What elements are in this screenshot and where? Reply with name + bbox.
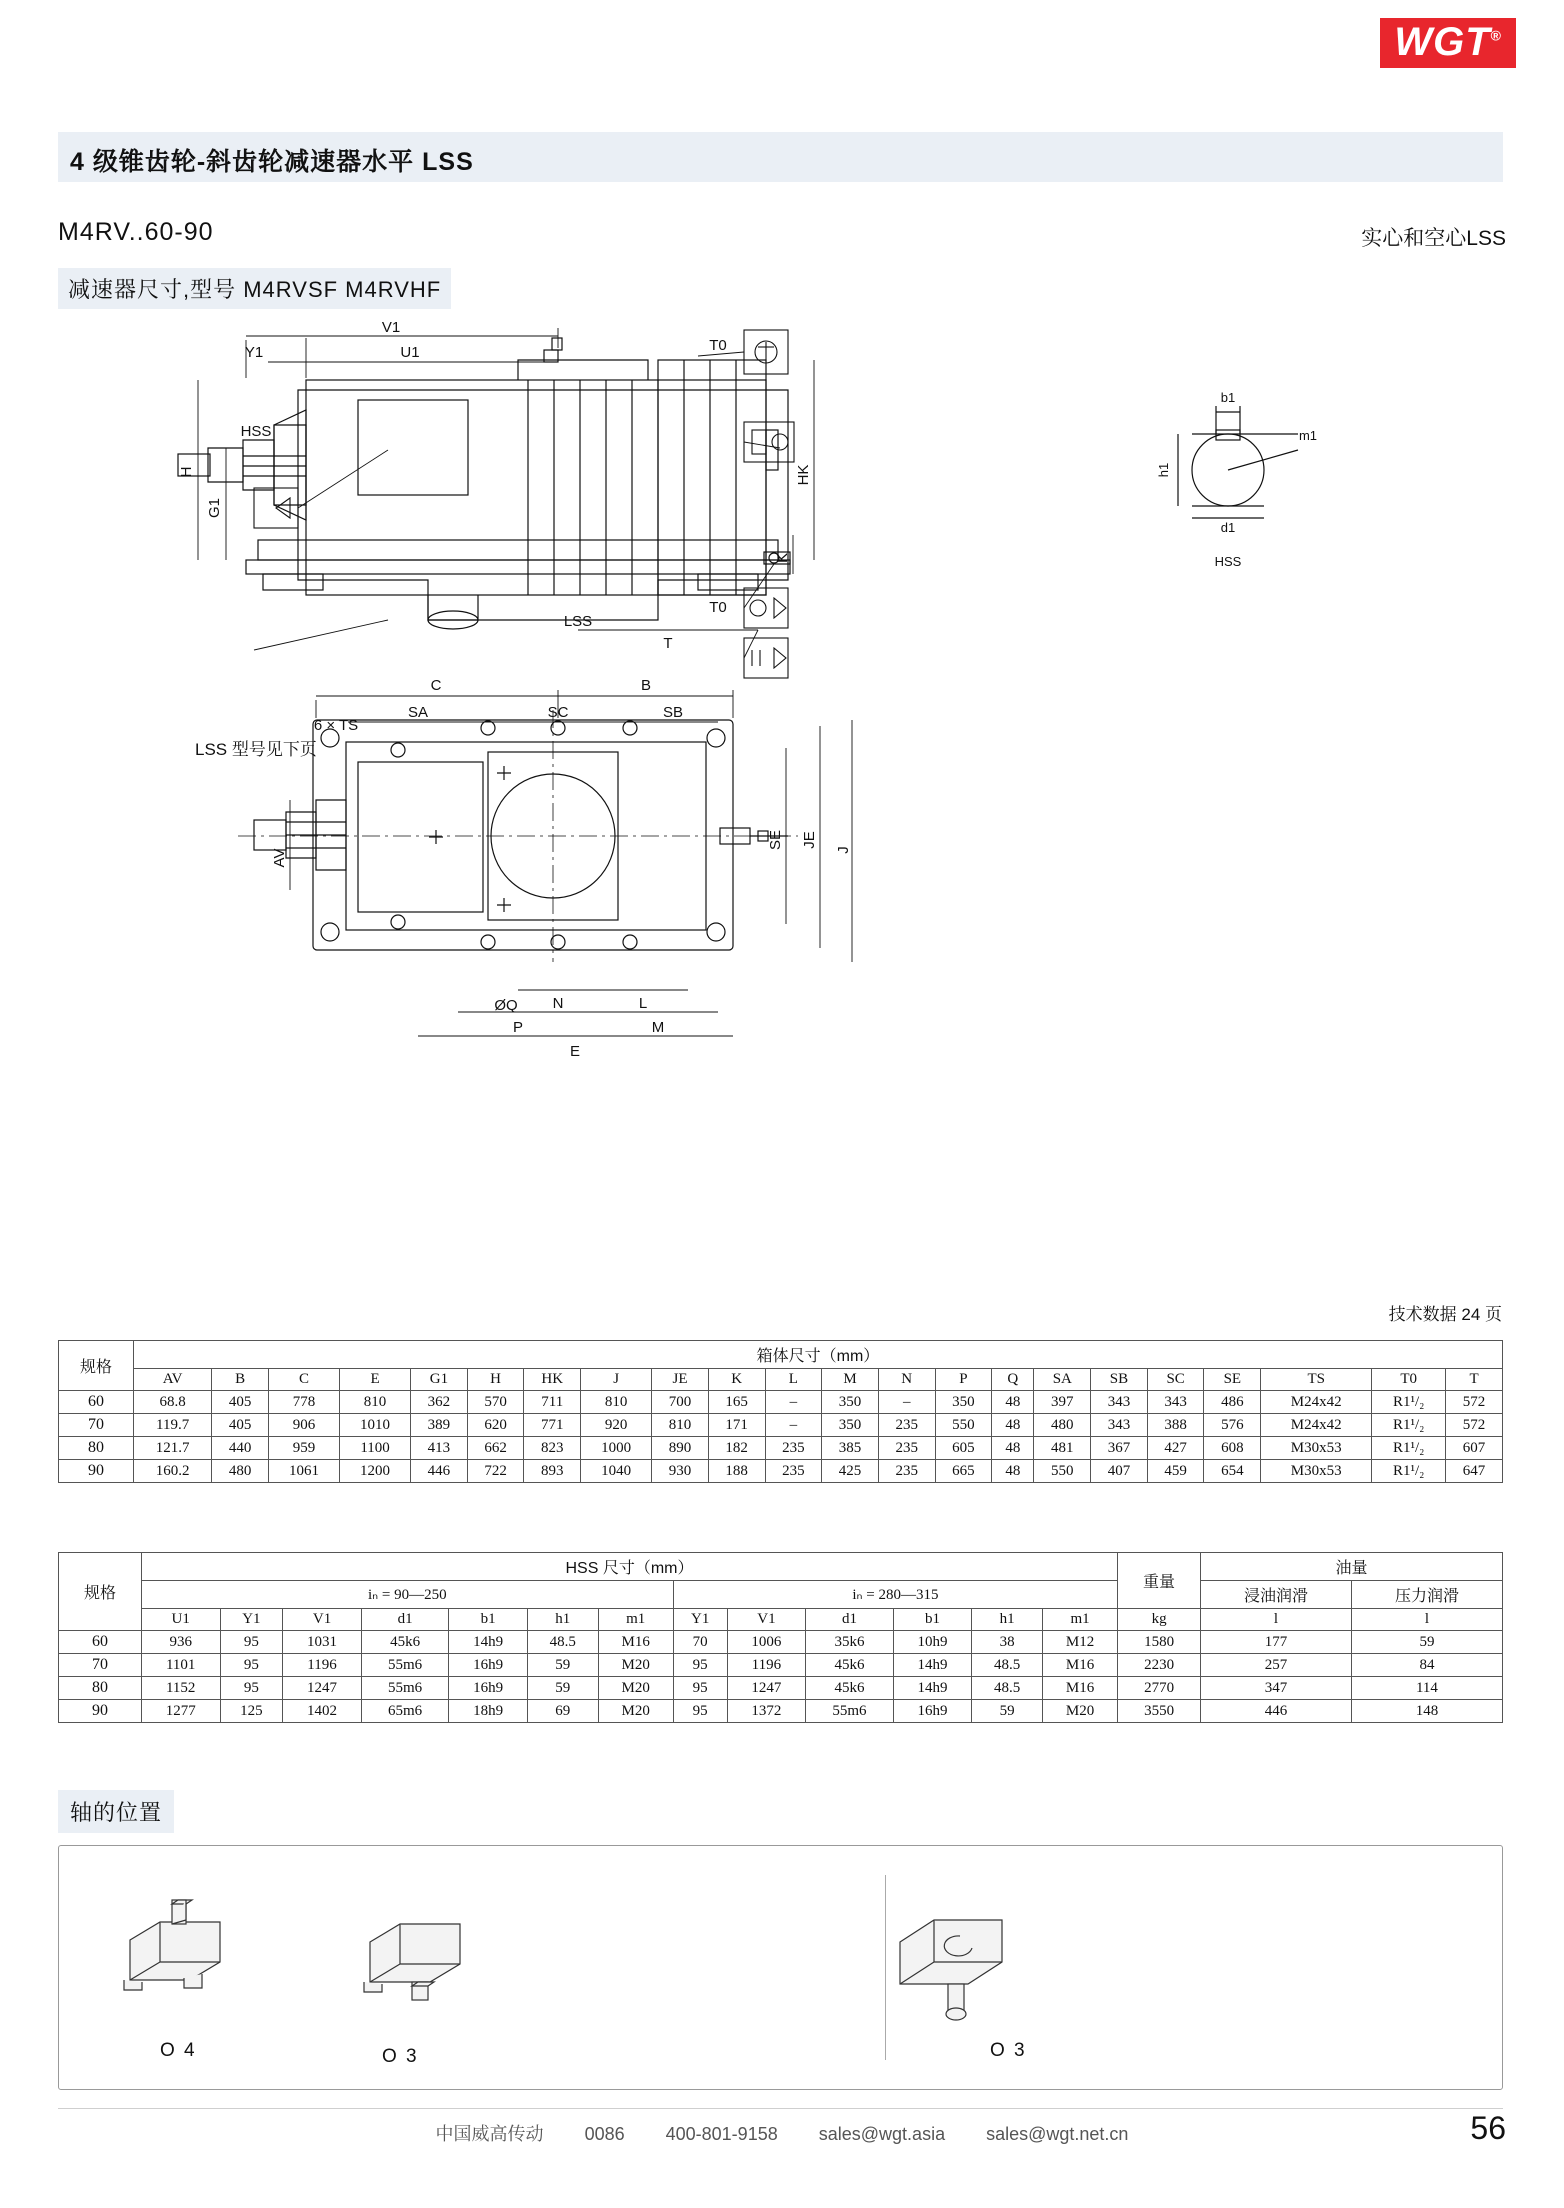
svg-text:G1: G1: [206, 497, 223, 519]
cell: 427: [1147, 1437, 1204, 1460]
cell: 48.5: [972, 1677, 1043, 1700]
cell: 48: [992, 1414, 1034, 1437]
cell: M16: [598, 1631, 673, 1654]
cell: 572: [1446, 1391, 1503, 1414]
technical-data-note: 技术数据 24 页: [1388, 1305, 1502, 1324]
housing-col-l: L: [765, 1369, 822, 1391]
cell: 607: [1446, 1437, 1503, 1460]
cell: 16h9: [449, 1677, 528, 1700]
cell: 1006: [727, 1631, 806, 1654]
table-row: [59, 1677, 1503, 1700]
cell: M16: [1043, 1654, 1118, 1677]
cell: 572: [1446, 1414, 1503, 1437]
cell: 95: [220, 1677, 283, 1700]
cell: 959: [268, 1437, 339, 1460]
housing-col-k: K: [708, 1369, 765, 1391]
cell: 59: [972, 1700, 1043, 1723]
cell: 188: [708, 1460, 765, 1483]
cell: M30x53: [1261, 1460, 1372, 1483]
cell: 125: [220, 1700, 283, 1723]
cell: 1040: [581, 1460, 652, 1483]
cell: 771: [524, 1414, 581, 1437]
hss-size-90: 90: [59, 1700, 142, 1723]
cell: M20: [598, 1677, 673, 1700]
cell: 95: [673, 1700, 727, 1723]
oil-title: 油量: [1201, 1553, 1503, 1581]
cell: 936: [141, 1631, 220, 1654]
cell: 45k6: [361, 1631, 449, 1654]
cell: 68.8: [133, 1391, 211, 1414]
svg-text:SC: SC: [547, 704, 569, 721]
cell-oil-pressure: 59: [1351, 1631, 1502, 1654]
cell: 890: [652, 1437, 709, 1460]
svg-text:6 × TS: 6 × TS: [313, 717, 359, 734]
model-subtitle: 减速器尺寸,型号 M4RVSF M4RVHF: [58, 268, 451, 309]
cell: M16: [1043, 1677, 1118, 1700]
cell: 1402: [283, 1700, 362, 1723]
table-row: [59, 1391, 1503, 1414]
housing-col-ts: TS: [1261, 1369, 1372, 1391]
hss-col-u1: U1: [141, 1609, 220, 1631]
cell: M30x53: [1261, 1437, 1372, 1460]
cell: 930: [652, 1460, 709, 1483]
footer: [0, 2120, 1564, 2146]
housing-col-hk: HK: [524, 1369, 581, 1391]
housing-dimensions-table: [58, 1340, 1503, 1483]
cell: 362: [411, 1391, 468, 1414]
cell: 235: [765, 1460, 822, 1483]
svg-text:h1: h1: [1156, 462, 1171, 478]
housing-group-title: 箱体尺寸（mm）: [133, 1341, 1502, 1369]
svg-text:H: H: [178, 466, 195, 478]
svg-text:L: L: [638, 995, 648, 1012]
hss2-col-y1: Y1: [673, 1609, 727, 1631]
cell: 1247: [283, 1677, 362, 1700]
cell-oil-pressure: 148: [1351, 1700, 1502, 1723]
svg-text:ØQ: ØQ: [494, 997, 518, 1014]
hss-size-80: 80: [59, 1677, 142, 1700]
model-code: M4RV..60-90: [58, 218, 214, 246]
cell: M24x42: [1261, 1391, 1372, 1414]
hss-dimensions-table: [58, 1552, 1503, 1723]
cell: R1¹/₂: [1372, 1437, 1446, 1460]
cell-weight: 2770: [1118, 1677, 1201, 1700]
cell: 18h9: [449, 1700, 528, 1723]
svg-text:T: T: [663, 635, 673, 652]
svg-text:HK: HK: [795, 464, 812, 486]
cell: 823: [524, 1437, 581, 1460]
cell: 700: [652, 1391, 709, 1414]
cell: 405: [212, 1414, 269, 1437]
technical-drawing: [58, 319, 1503, 1270]
cell: 95: [673, 1654, 727, 1677]
cell: 48: [992, 1391, 1034, 1414]
svg-text:B: B: [640, 677, 652, 694]
oil-unit-2: l: [1351, 1609, 1502, 1631]
cell: 810: [340, 1391, 411, 1414]
svg-text:P: P: [512, 1019, 524, 1036]
svg-text:HSS: HSS: [240, 423, 272, 440]
housing-col-m: M: [822, 1369, 879, 1391]
svg-text:J: J: [835, 846, 852, 854]
housing-size-80: 80: [59, 1437, 134, 1460]
cell: 1152: [141, 1677, 220, 1700]
svg-text:LSS: LSS: [563, 613, 593, 630]
cell: M20: [1043, 1700, 1118, 1723]
trademark-symbol: ®: [1490, 27, 1502, 44]
svg-text:K: K: [774, 552, 791, 564]
cell: 95: [220, 1654, 283, 1677]
housing-col-q: Q: [992, 1369, 1034, 1391]
cell: 343: [1147, 1391, 1204, 1414]
footer-company: 中国威高传动: [435, 2124, 544, 2144]
housing-column-header-row: [59, 1369, 1503, 1391]
cell: 95: [220, 1631, 283, 1654]
cell: 480: [212, 1460, 269, 1483]
svg-text:b1: b1: [1220, 390, 1236, 405]
cell: 38: [972, 1631, 1043, 1654]
cell: 550: [1034, 1460, 1091, 1483]
cell: 121.7: [133, 1437, 211, 1460]
cell: 119.7: [133, 1414, 211, 1437]
oil-sub-pressure: 压力润滑: [1351, 1581, 1502, 1609]
shaft-code-3: O 3: [990, 2040, 1027, 2061]
cell: 55m6: [361, 1654, 449, 1677]
cell: 480: [1034, 1414, 1091, 1437]
cell: 570: [467, 1391, 524, 1414]
cell-oil-bath: 347: [1201, 1677, 1352, 1700]
hss2-col-v1: V1: [727, 1609, 806, 1631]
housing-col-b: B: [212, 1369, 269, 1391]
svg-text:m1: m1: [1298, 428, 1318, 443]
svg-text:N: N: [552, 995, 564, 1012]
cell: –: [765, 1391, 822, 1414]
svg-text:SE: SE: [767, 829, 784, 851]
housing-col-p: P: [935, 1369, 992, 1391]
cell: 665: [935, 1460, 992, 1483]
housing-size-90: 90: [59, 1460, 134, 1483]
footer-phone-prefix: 0086: [584, 2124, 625, 2144]
cell: R1¹/₂: [1372, 1391, 1446, 1414]
cell: 343: [1091, 1414, 1148, 1437]
cell-oil-bath: 257: [1201, 1654, 1352, 1677]
cell: 810: [581, 1391, 652, 1414]
cell: 608: [1204, 1437, 1261, 1460]
svg-text:d1: d1: [1220, 520, 1236, 535]
cell: 647: [1446, 1460, 1503, 1483]
brand-logo: [1380, 18, 1516, 68]
housing-col-t: T: [1446, 1369, 1503, 1391]
cell: 95: [673, 1677, 727, 1700]
cell: 235: [765, 1437, 822, 1460]
lss-note: LSS 型号见下页: [195, 740, 317, 759]
cell: 385: [822, 1437, 879, 1460]
cell: 367: [1091, 1437, 1148, 1460]
hss-col-m1: m1: [598, 1609, 673, 1631]
cell: 440: [212, 1437, 269, 1460]
table-row: [59, 1700, 1503, 1723]
svg-text:M: M: [651, 1019, 665, 1036]
svg-text:SA: SA: [407, 704, 429, 721]
shaft-code-2: O 3: [382, 2046, 419, 2067]
cell: 407: [1091, 1460, 1148, 1483]
cell: 810: [652, 1414, 709, 1437]
svg-text:E: E: [569, 1043, 581, 1060]
cell: 235: [878, 1437, 935, 1460]
housing-col-je: JE: [652, 1369, 709, 1391]
cell: 446: [411, 1460, 468, 1483]
section-title: 4 级锥齿轮-斜齿轮减速器水平 LSS: [70, 148, 474, 176]
cell: 16h9: [893, 1700, 972, 1723]
cell: 711: [524, 1391, 581, 1414]
table-row: [59, 1631, 1503, 1654]
brand-name: WGT: [1394, 20, 1491, 64]
cell: 1247: [727, 1677, 806, 1700]
cell: 397: [1034, 1391, 1091, 1414]
cell: 1101: [141, 1654, 220, 1677]
footer-email-1[interactable]: sales@wgt.asia: [818, 2124, 946, 2144]
housing-size-70: 70: [59, 1414, 134, 1437]
cell: R1¹/₂: [1372, 1414, 1446, 1437]
hss-size-70: 70: [59, 1654, 142, 1677]
housing-col-sa: SA: [1034, 1369, 1091, 1391]
cell: 55m6: [806, 1700, 894, 1723]
svg-text:T0: T0: [709, 599, 727, 616]
cell: 16h9: [449, 1654, 528, 1677]
cell: 48.5: [527, 1631, 598, 1654]
cell: M20: [598, 1654, 673, 1677]
housing-col-e: E: [340, 1369, 411, 1391]
cell: 1200: [340, 1460, 411, 1483]
table-row: [59, 1460, 1503, 1483]
cell: 343: [1091, 1391, 1148, 1414]
cell: –: [878, 1391, 935, 1414]
cell: 235: [878, 1414, 935, 1437]
cell: 160.2: [133, 1460, 211, 1483]
hss2-col-h1: h1: [972, 1609, 1043, 1631]
cell: 350: [822, 1391, 879, 1414]
shaft-position-title: 轴的位置: [58, 1790, 174, 1833]
cell: 14h9: [893, 1677, 972, 1700]
housing-col-t0: T0: [1372, 1369, 1446, 1391]
cell: 35k6: [806, 1631, 894, 1654]
cell: 10h9: [893, 1631, 972, 1654]
section-title-bar: [58, 132, 1503, 182]
housing-col-n: N: [878, 1369, 935, 1391]
table-row: [59, 1414, 1503, 1437]
cell: 1000: [581, 1437, 652, 1460]
hss-column-header-row: [59, 1609, 1503, 1631]
table-row: [59, 1437, 1503, 1460]
cell: 405: [212, 1391, 269, 1414]
ratio-group-2: iₙ = 280—315: [673, 1581, 1117, 1609]
cell: 69: [527, 1700, 598, 1723]
housing-col-av: AV: [133, 1369, 211, 1391]
svg-text:C: C: [430, 677, 442, 694]
cell: 654: [1204, 1460, 1261, 1483]
cell: R1¹/₂: [1372, 1460, 1446, 1483]
cell-weight: 3550: [1118, 1700, 1201, 1723]
cell: 906: [268, 1414, 339, 1437]
housing-row-label-header: 规格: [59, 1341, 134, 1391]
cell: 486: [1204, 1391, 1261, 1414]
hss-row-label-header: 规格: [59, 1553, 142, 1631]
cell: 1196: [283, 1654, 362, 1677]
svg-text:JE: JE: [801, 831, 818, 849]
cell: 1372: [727, 1700, 806, 1723]
cell: 620: [467, 1414, 524, 1437]
hss2-col-m1: m1: [1043, 1609, 1118, 1631]
shaft-position-icons: [100, 1880, 1460, 2060]
svg-text:Y1: Y1: [244, 344, 264, 361]
cell: 182: [708, 1437, 765, 1460]
hss-col-y1: Y1: [220, 1609, 283, 1631]
cell: 576: [1204, 1414, 1261, 1437]
weight-unit: kg: [1118, 1609, 1201, 1631]
model-variant-note: 实心和空心LSS: [1361, 227, 1506, 250]
svg-text:AV: AV: [271, 848, 288, 868]
oil-sub-bath: 浸油润滑: [1201, 1581, 1352, 1609]
housing-col-sc: SC: [1147, 1369, 1204, 1391]
cell: 920: [581, 1414, 652, 1437]
hss-group-title: HSS 尺寸（mm）: [141, 1553, 1117, 1581]
hss-size-60: 60: [59, 1631, 142, 1654]
footer-email-2[interactable]: sales@wgt.net.cn: [986, 2124, 1129, 2144]
page-number: 56: [1470, 2110, 1506, 2146]
cell: 893: [524, 1460, 581, 1483]
oil-unit-1: l: [1201, 1609, 1352, 1631]
cell: 14h9: [449, 1631, 528, 1654]
cell: 389: [411, 1414, 468, 1437]
footer-divider: [58, 2108, 1503, 2109]
cell: 48: [992, 1460, 1034, 1483]
cell: 481: [1034, 1437, 1091, 1460]
housing-col-c: C: [268, 1369, 339, 1391]
housing-col-j: J: [581, 1369, 652, 1391]
cell: 388: [1147, 1414, 1204, 1437]
hss-col-v1: V1: [283, 1609, 362, 1631]
housing-col-sb: SB: [1091, 1369, 1148, 1391]
housing-col-h: H: [467, 1369, 524, 1391]
svg-text:T0: T0: [709, 337, 727, 354]
svg-text:V1: V1: [381, 319, 401, 336]
cell-oil-bath: 177: [1201, 1631, 1352, 1654]
cell: 48: [992, 1437, 1034, 1460]
cell: 425: [822, 1460, 879, 1483]
cell: 1010: [340, 1414, 411, 1437]
cell: 235: [878, 1460, 935, 1483]
cell: 165: [708, 1391, 765, 1414]
housing-col-se: SE: [1204, 1369, 1261, 1391]
cell-oil-pressure: 84: [1351, 1654, 1502, 1677]
cell: 413: [411, 1437, 468, 1460]
cell: 45k6: [806, 1654, 894, 1677]
svg-text:SB: SB: [662, 704, 684, 721]
weight-title: 重量: [1118, 1553, 1201, 1609]
cell: 350: [822, 1414, 879, 1437]
cell: 55m6: [361, 1677, 449, 1700]
cell: M24x42: [1261, 1414, 1372, 1437]
housing-col-g1: G1: [411, 1369, 468, 1391]
cell: 45k6: [806, 1677, 894, 1700]
cell-oil-bath: 446: [1201, 1700, 1352, 1723]
cell: 778: [268, 1391, 339, 1414]
cell-weight: 2230: [1118, 1654, 1201, 1677]
cell-weight: 1580: [1118, 1631, 1201, 1654]
cell: 459: [1147, 1460, 1204, 1483]
cell: 605: [935, 1437, 992, 1460]
cell: 1100: [340, 1437, 411, 1460]
ratio-group-1: iₙ = 90—250: [141, 1581, 673, 1609]
hss2-col-d1: d1: [806, 1609, 894, 1631]
footer-phone: 400-801-9158: [665, 2124, 778, 2144]
cell: –: [765, 1414, 822, 1437]
cell: 550: [935, 1414, 992, 1437]
hss-col-h1: h1: [527, 1609, 598, 1631]
cell: 65m6: [361, 1700, 449, 1723]
cell: 662: [467, 1437, 524, 1460]
cell: 171: [708, 1414, 765, 1437]
hss2-col-b1: b1: [893, 1609, 972, 1631]
svg-text:U1: U1: [400, 344, 420, 361]
cell: 70: [673, 1631, 727, 1654]
cell: M12: [1043, 1631, 1118, 1654]
hss-col-b1: b1: [449, 1609, 528, 1631]
cell: 59: [527, 1677, 598, 1700]
shaft-code-1: O 4: [160, 2040, 197, 2061]
cell: M20: [598, 1700, 673, 1723]
cell: 48.5: [972, 1654, 1043, 1677]
cell: 1061: [268, 1460, 339, 1483]
cell: 1277: [141, 1700, 220, 1723]
cell: 1196: [727, 1654, 806, 1677]
cell: 350: [935, 1391, 992, 1414]
hss-col-d1: d1: [361, 1609, 449, 1631]
svg-text:HSS: HSS: [1214, 554, 1242, 569]
cell: 59: [527, 1654, 598, 1677]
cell: 1031: [283, 1631, 362, 1654]
cell: 722: [467, 1460, 524, 1483]
housing-size-60: 60: [59, 1391, 134, 1414]
cell-oil-pressure: 114: [1351, 1677, 1502, 1700]
cell: 14h9: [893, 1654, 972, 1677]
table-row: [59, 1654, 1503, 1677]
